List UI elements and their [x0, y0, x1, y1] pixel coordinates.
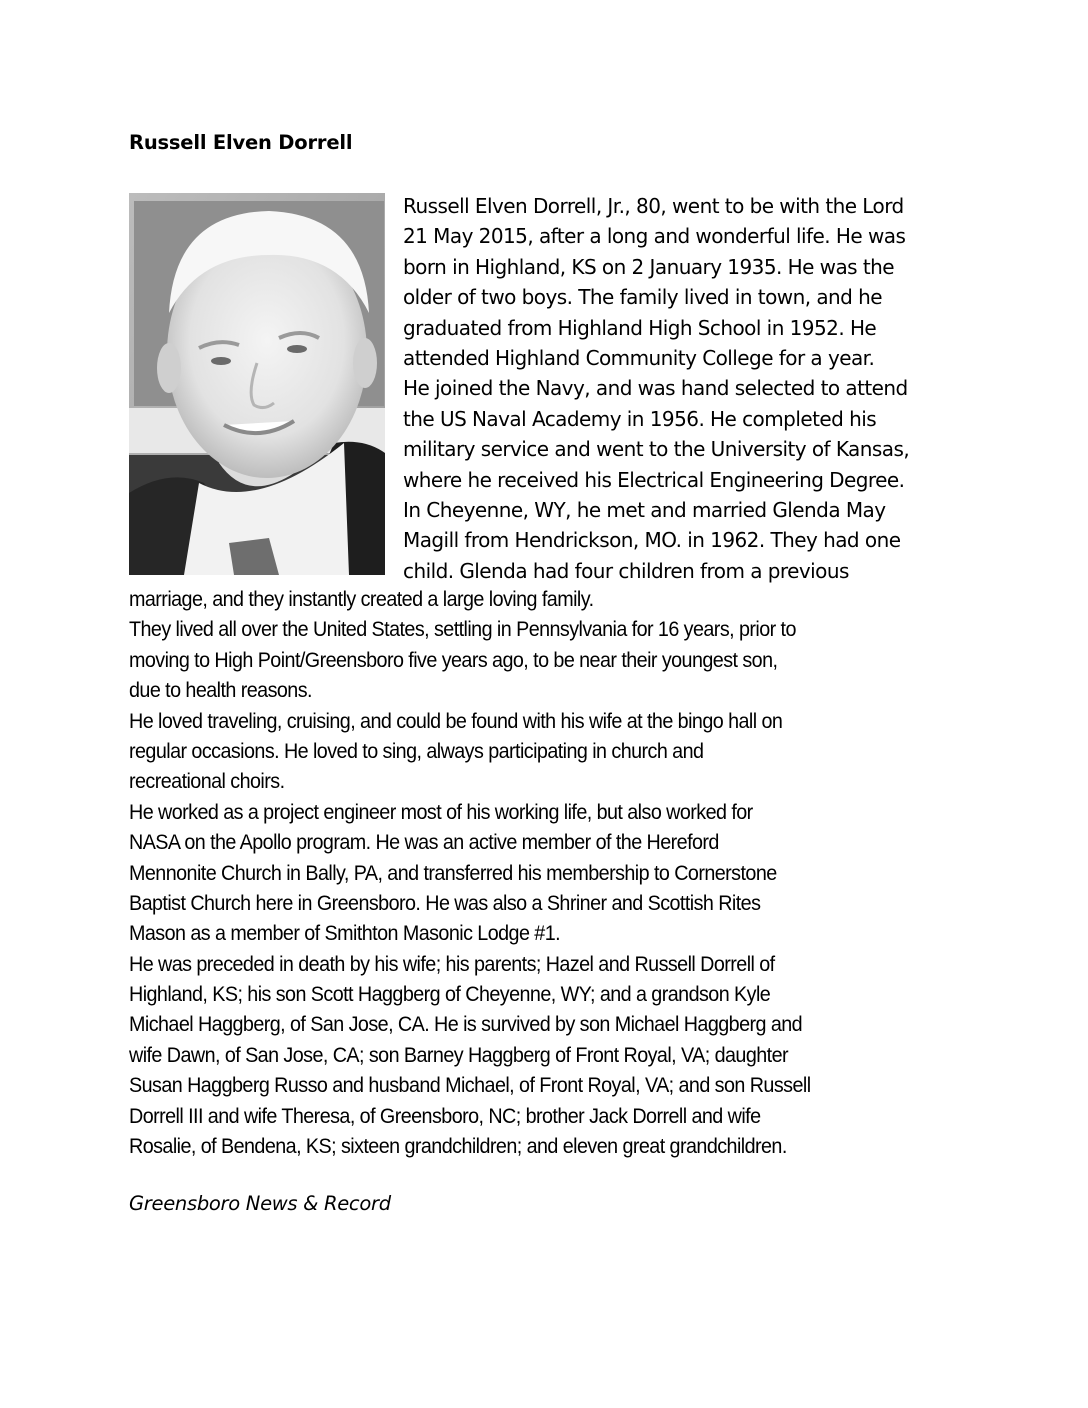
- text-line: He joined the Navy, and was hand selected to attend: [403, 376, 908, 401]
- text-line: graduated from Highland High School in 1952. He: [403, 315, 877, 340]
- text-line: Dorrell III and wife Theresa, of Greensboro, NC; brother Jack Dorrell and wife: [129, 1104, 761, 1128]
- eye-right: [287, 345, 307, 353]
- source-credit: Greensboro News & Record: [129, 1192, 391, 1215]
- text-line: recreational choirs.: [129, 770, 285, 794]
- text-line: Baptist Church here in Greensboro. He was also a Shriner and Scottish Rites: [129, 891, 761, 915]
- text-line: regular occasions. He loved to sing, always participating in church and: [129, 739, 704, 763]
- eye-left: [211, 357, 231, 365]
- obituary-title: Russell Elven Dorrell: [129, 131, 353, 154]
- portrait-illustration: [129, 193, 385, 575]
- text-line: wife Dawn, of San Jose, CA; son Barney Haggberg of Front Royal, VA; daughter: [129, 1043, 789, 1067]
- text-line: attended Highland Community College for a year.: [403, 345, 875, 370]
- ear-right: [353, 338, 377, 388]
- obituary-body: [129, 585, 937, 1162]
- text-line: Highland, KS; his son Scott Haggberg of Cheyenne, WY; and a grandson Kyle: [129, 983, 771, 1007]
- text-line: Rosalie, of Bendena, KS; sixteen grandchildren; and eleven great grandchildren.: [129, 1135, 787, 1159]
- text-line: older of two boys. The family lived in town, and he: [403, 285, 882, 310]
- text-line: born in Highland, KS on 2 January 1935. He was the: [403, 254, 895, 279]
- portrait-photo: [129, 193, 385, 575]
- text-line: 21 May 2015, after a long and wonderful life. He was: [403, 224, 906, 249]
- text-line: He loved traveling, cruising, and could be found with his wife at the bingo hall on: [129, 709, 783, 733]
- ear-left: [157, 343, 181, 393]
- text-line: marriage, and they instantly created a large loving family.: [129, 588, 594, 611]
- text-line: the US Naval Academy in 1956. He completed his: [403, 406, 877, 431]
- text-line: Mennonite Church in Bally, PA, and transferred his membership to Cornerstone: [129, 861, 777, 885]
- text-line: military service and went to the University of Kansas,: [403, 437, 910, 462]
- text-line: NASA on the Apollo program. He was an active member of the Hereford: [129, 831, 719, 855]
- text-line: They lived all over the United States, settling in Pennsylvania for 16 years, prior to: [129, 618, 796, 642]
- text-line: Magill from Hendrickson, MO. in 1962. They had one: [403, 528, 901, 553]
- text-line: He was preceded in death by his wife; his parents; Hazel and Russell Dorrell of: [129, 952, 775, 976]
- text-line: moving to High Point/Greensboro five years ago, to be near their youngest son,: [129, 648, 778, 672]
- text-line: Susan Haggberg Russo and husband Michael, of Front Royal, VA; and son Russell: [129, 1074, 811, 1098]
- text-line: where he received his Electrical Engineering Degree.: [403, 467, 905, 492]
- text-line: He worked as a project engineer most of his working life, but also worked for: [129, 800, 753, 824]
- text-line: Russell Elven Dorrell, Jr., 80, went to be with the Lord: [403, 194, 904, 218]
- obituary-intro-paragraph: [403, 191, 963, 586]
- text-line: due to health reasons.: [129, 679, 312, 703]
- text-line: Michael Haggberg, of San Jose, CA. He is survived by son Michael Haggberg and: [129, 1013, 803, 1037]
- text-line: Mason as a member of Smithton Masonic Lodge #1.: [129, 922, 561, 946]
- text-line: child. Glenda had four children from a previous: [403, 558, 849, 583]
- text-line: In Cheyenne, WY, he met and married Glenda May: [403, 497, 886, 522]
